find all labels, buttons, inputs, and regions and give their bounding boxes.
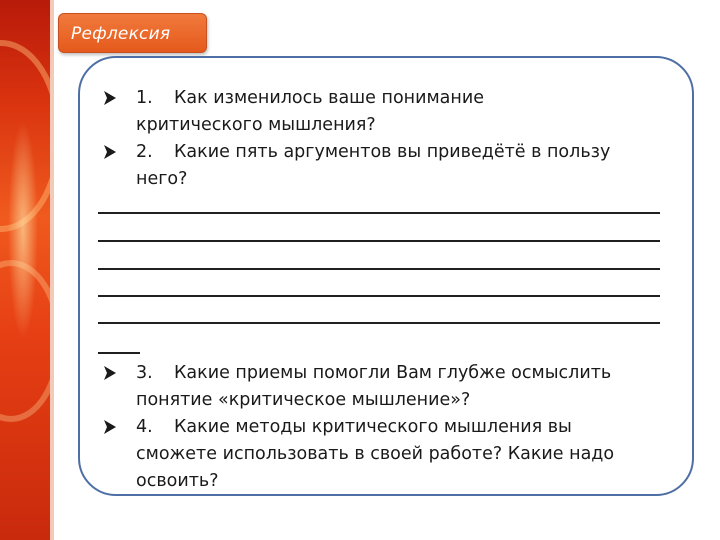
question-text-line1: Какие приемы помогли Вам глубже осмыслить <box>174 363 612 383</box>
arrow-bullet-icon <box>102 139 124 160</box>
question-number: 2. <box>136 142 153 162</box>
title-tab <box>58 13 207 53</box>
question-text-line2: понятие «критическое мышление»? <box>136 390 471 410</box>
arrow-bullet-icon <box>102 360 124 381</box>
band-edge <box>50 0 54 540</box>
answer-line-5[interactable] <box>98 322 660 324</box>
question-text-line1: Как изменилось ваше понимание <box>174 88 484 108</box>
answer-line-1[interactable] <box>98 212 660 214</box>
question-text-line2: критического мышления? <box>136 115 376 135</box>
arrow-bullet-icon <box>102 414 124 435</box>
question-text-line2: него? <box>136 169 188 189</box>
answer-line-6[interactable] <box>98 352 140 354</box>
answer-line-4[interactable] <box>98 295 660 297</box>
answer-line-2[interactable] <box>98 240 660 242</box>
question-number: 3. <box>136 363 153 383</box>
page-title: Рефлексия <box>71 24 171 44</box>
question-text-line1: Какие пять аргументов вы приведётё в пользу <box>174 142 611 162</box>
question-text-line3: освоить? <box>136 471 219 491</box>
question-number: 4. <box>136 417 153 437</box>
question-text-line2: сможете использовать в своей работе? Какие надо <box>136 444 615 464</box>
band-glow <box>8 120 38 340</box>
question-text-line1: Какие методы критического мышления вы <box>174 417 572 437</box>
answer-line-3[interactable] <box>98 268 660 270</box>
decorative-side-band <box>0 0 52 540</box>
question-number: 1. <box>136 88 153 108</box>
arrow-bullet-icon <box>102 85 124 106</box>
